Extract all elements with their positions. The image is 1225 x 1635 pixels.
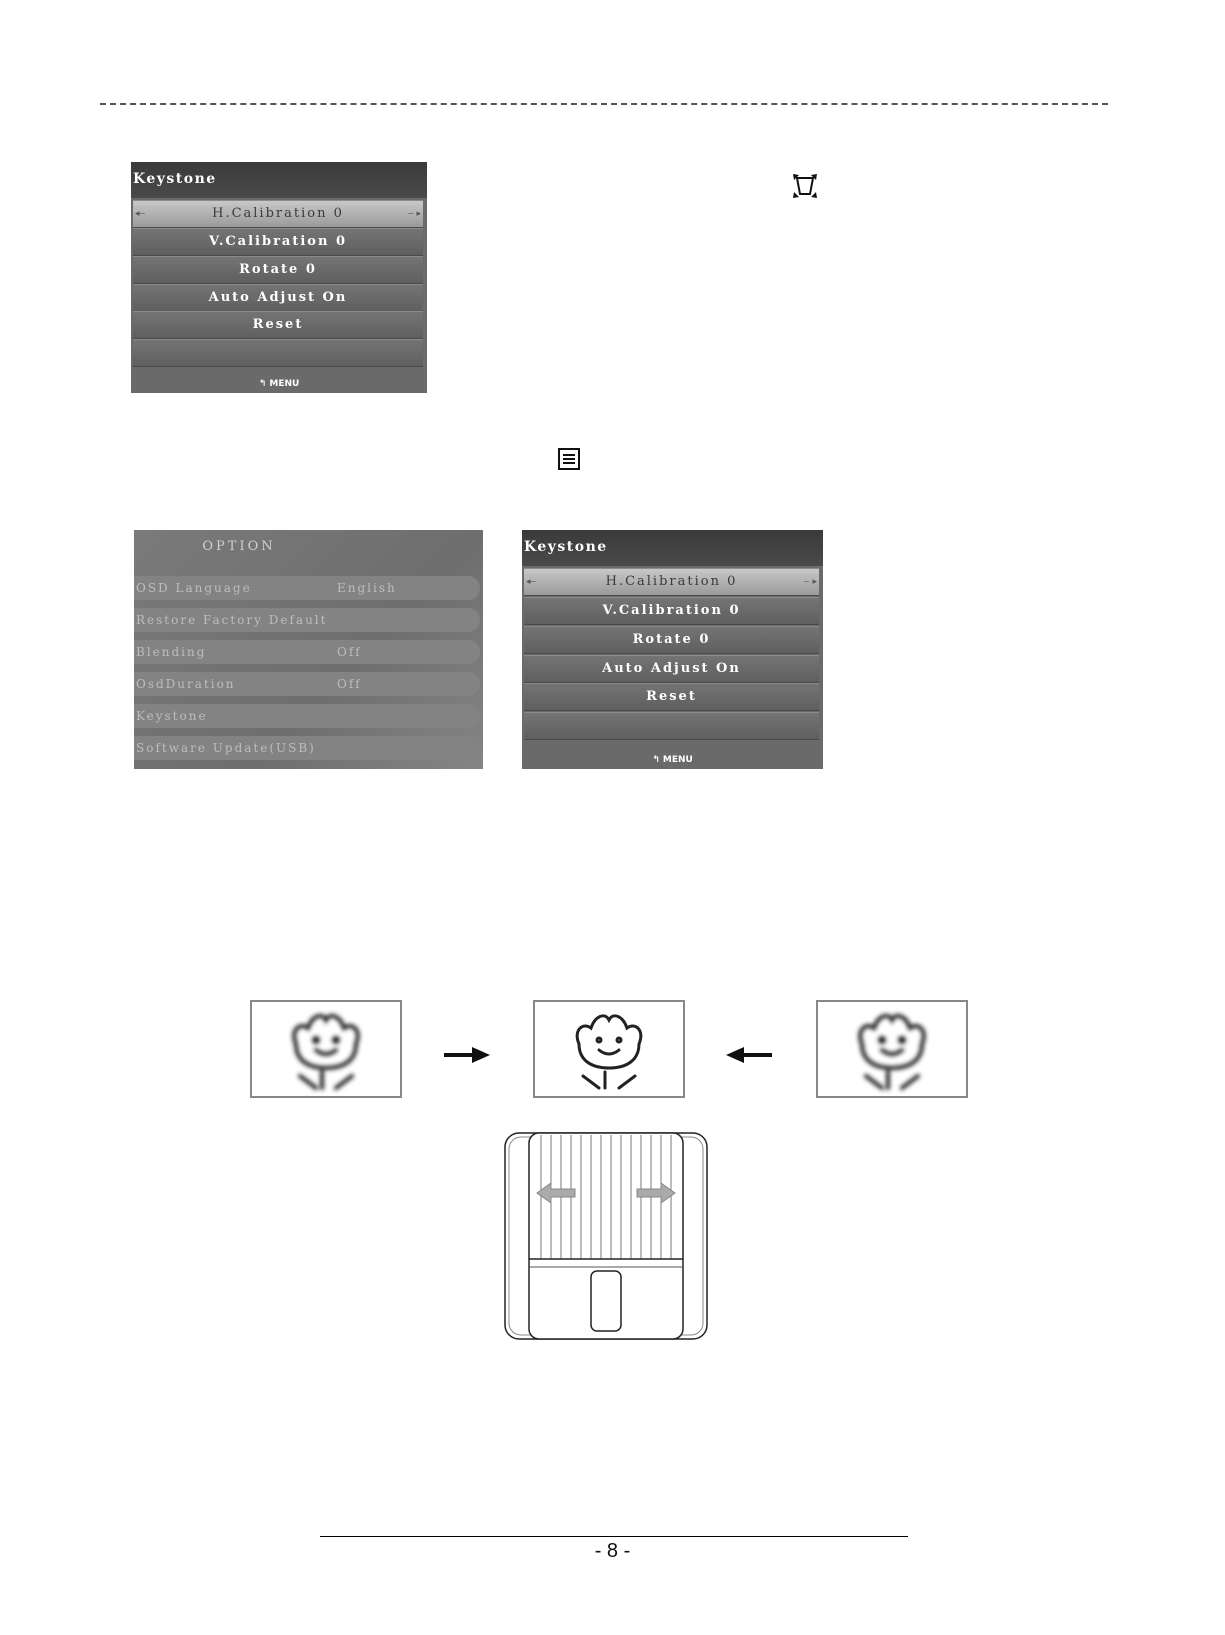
blurred-image-frame-left — [250, 1000, 402, 1098]
keystone-row: Rotate 0 — [133, 256, 423, 284]
option-title: OPTION — [202, 539, 276, 554]
keystone-header — [131, 162, 427, 198]
keystone-row: ◂‒ H.Calibration 0 ‒ ▸ — [133, 200, 423, 228]
option-row: OSD Language English — [134, 576, 480, 600]
keystone-title: Keystone — [133, 171, 217, 187]
option-row: Software Update(USB) — [134, 736, 480, 760]
option-row: Restore Factory Default — [134, 608, 480, 632]
keystone-osd-photo-2 — [522, 530, 823, 769]
keystone-row: V.Calibration 0 — [524, 597, 819, 625]
flower-blurred-icon — [818, 1002, 966, 1096]
left-arrows-icon: ◂‒ — [526, 577, 537, 587]
keystone-empty-row — [524, 712, 819, 740]
menu-hint: ↰ MENU — [652, 755, 693, 765]
keystone-row: V.Calibration 0 — [133, 228, 423, 256]
arrow-right-icon — [442, 1045, 492, 1065]
option-row: Blending Off — [134, 640, 480, 664]
keystone-icon — [791, 173, 819, 199]
keystone-row: ◂‒ H.Calibration 0 ‒ ▸ — [524, 568, 819, 596]
header-dashed-rule — [100, 103, 1108, 105]
arrow-left-icon — [724, 1045, 774, 1065]
keystone-osd-photo-1 — [131, 162, 427, 393]
right-arrows-icon: ‒ ▸ — [407, 209, 421, 219]
option-row: Keystone — [134, 704, 480, 728]
projector-focus-diagram — [503, 1131, 709, 1341]
flower-blurred-icon — [252, 1002, 400, 1096]
keystone-title: Keystone — [524, 539, 608, 555]
keystone-row: Auto Adjust On — [524, 655, 819, 683]
option-row: OsdDuration Off — [134, 672, 480, 696]
keystone-row: Reset — [133, 311, 423, 339]
option-osd-photo — [134, 530, 483, 769]
left-arrows-icon: ◂‒ — [135, 209, 146, 219]
menu-hint: ↰ MENU — [258, 379, 300, 389]
flower-sharp-icon — [535, 1002, 683, 1096]
keystone-row: Rotate 0 — [524, 626, 819, 654]
page-number: - 8 - — [594, 1540, 631, 1562]
blurred-image-frame-right — [816, 1000, 968, 1098]
keystone-row: Auto Adjust On — [133, 284, 423, 312]
keystone-empty-row — [133, 339, 423, 367]
keystone-row: Reset — [524, 683, 819, 711]
keystone-header — [522, 530, 823, 566]
focused-image-frame-center — [533, 1000, 685, 1098]
right-arrows-icon: ‒ ▸ — [803, 577, 817, 587]
menu-icon — [557, 447, 581, 471]
footer-rule — [320, 1536, 908, 1537]
